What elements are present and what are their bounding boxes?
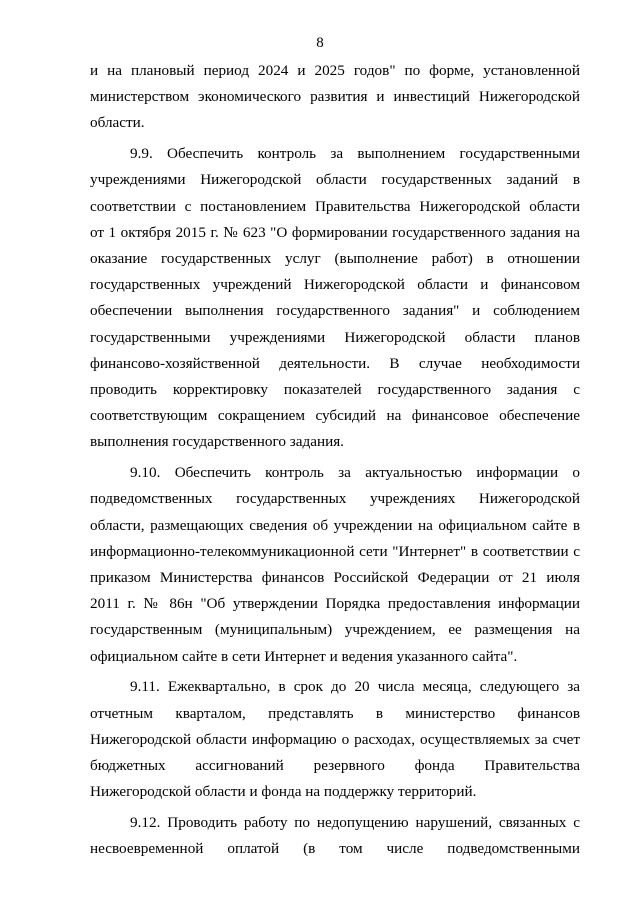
text-line: 9.11. Ежеквартально, в срок до 20 числа месяца, следующего за [130,678,580,696]
text-line: 9.10. Обеспечить контроль за актуальностью информации о [130,464,580,482]
text-line: финансово-хозяйственной деятельности. В случае необходимости [90,354,580,372]
text-line: министерством экономического развития и инвестиций Нижегородской [90,88,580,106]
text-line: соответствии с постановлением Правительства Нижегородской области [90,197,580,215]
text-line: 9.12. Проводить работу по недопущению нарушений, связанных с [130,814,580,832]
text-line: выполнения государственного задания. [90,433,344,451]
paragraph-p9_11 [90,674,580,805]
document-body [90,58,580,862]
text-line: отчетным кварталом, представлять в министерство финансов [90,704,580,722]
paragraph-cont [90,58,580,137]
paragraph-p9_12 [90,810,580,862]
text-line: и на плановый период 2024 и 2025 годов" по форме, установленной [90,62,580,79]
text-line: 2011 г. № 86н "Об утверждении Порядка предоставления информации [90,595,580,613]
text-line: государственными учреждениями Нижегородской области планов [90,328,580,346]
text-line: области, размещающих сведения об учреждении на официальном сайте в [90,516,580,534]
text-line: оказание государственных услуг (выполнение работ) в отношении [90,250,580,268]
text-line: учреждениями Нижегородской области государственных заданий в [90,171,580,189]
text-line: информационно-телекоммуникационной сети "Интернет" в соответствии с [90,542,580,560]
text-line: Нижегородской области информацию о расходах, осуществляемых за счет [90,730,580,748]
text-line: приказом Министерства финансов Российской Федерации от 21 июля [90,569,580,587]
text-line: бюджетных ассигнований резервного фонда Правительства [90,757,580,775]
text-line: соответствующим сокращением субсидий на финансовое обеспечение [90,407,580,425]
text-line: Нижегородской области и фонда на поддержку территорий. [90,783,477,801]
text-line: от 1 октября 2015 г. № 623 "О формировании государственного задания на [90,223,580,241]
text-line: области. [90,114,145,132]
text-line: государственным (муниципальным) учреждением, ее размещения на [90,621,580,639]
text-line: обеспечении выполнения государственного задания" и соблюдением [90,302,580,320]
page-number: 8 [316,35,324,51]
text-line: 9.9. Обеспечить контроль за выполнением государственными [130,145,580,163]
text-line: подведомственных государственных учреждениях Нижегородской [90,490,580,508]
text-line: проводить корректировку показателей государственного задания с [90,381,580,399]
paragraph-p9_10 [90,460,580,670]
text-line: официальном сайте в сети Интернет и ведения указанного сайта". [90,647,518,665]
paragraph-p9_9 [90,141,580,455]
text-line: государственных учреждений Нижегородской области и финансовом [90,276,580,294]
text-line: несвоевременной оплатой (в том числе подведомственными [90,840,580,858]
